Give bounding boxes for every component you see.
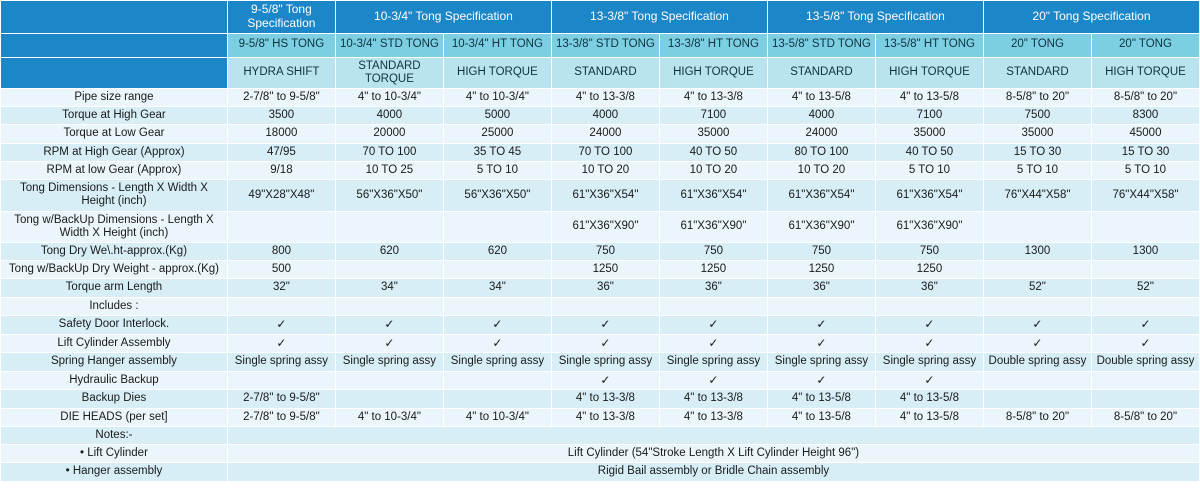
checkmark-icon: ✓ (227, 315, 335, 334)
cell: 4" to 10-3/4" (443, 408, 551, 426)
cell: Single spring assy (659, 353, 767, 371)
cell: 56"X36"X50" (443, 180, 551, 211)
notes-header-row (1, 426, 1200, 444)
cell: 8-5/8" to 20" (1091, 408, 1199, 426)
cell: Single spring assy (443, 353, 551, 371)
table-row (1, 211, 1200, 242)
cell: 40 TO 50 (875, 143, 983, 161)
cell: 2-7/8" to 9-5/8" (227, 390, 335, 408)
cell: 1300 (983, 243, 1091, 261)
row-label: Tong Dimensions - Length X Width X Height (inch) (1, 180, 228, 211)
cell: 36" (551, 279, 659, 297)
table-row (1, 143, 1200, 161)
cell: 20000 (335, 125, 443, 143)
cell: 750 (551, 243, 659, 261)
cell: 76"X44"X58" (1091, 180, 1199, 211)
cell: 750 (875, 243, 983, 261)
cell (227, 297, 335, 315)
cell: 4" to 13-3/8 (551, 89, 659, 107)
row-label: Torque at High Gear (1, 107, 228, 125)
row-label: RPM at High Gear (Approx) (1, 143, 228, 161)
cell: 1250 (551, 261, 659, 279)
cell (659, 297, 767, 315)
cell: 40 TO 50 (659, 143, 767, 161)
cell: 4" to 10-3/4" (443, 89, 551, 107)
cell (335, 390, 443, 408)
cell: 61"X36"X54" (875, 180, 983, 211)
header-group-13-3-8: 13-3/8" Tong Specification (551, 1, 767, 34)
cell: 36" (875, 279, 983, 297)
table-row (1, 390, 1200, 408)
row-label: DIE HEADS (per set] (1, 408, 228, 426)
cell (335, 297, 443, 315)
cell: 18000 (227, 125, 335, 143)
cell: 7100 (875, 107, 983, 125)
checkmark-icon: ✓ (983, 334, 1091, 353)
cell (1091, 261, 1199, 279)
cell: 5 TO 10 (875, 161, 983, 179)
cell: 36" (767, 279, 875, 297)
row-label: Tong Dry We\.ht-approx.(Kg) (1, 243, 228, 261)
cell: 7100 (659, 107, 767, 125)
row-label: Lift Cylinder Assembly (1, 334, 228, 353)
header-model-1: 9-5/8" HS TONG (227, 33, 335, 57)
cell: 15 TO 30 (1091, 143, 1199, 161)
header-group-20: 20" Tong Specification (983, 1, 1199, 34)
cell: 32" (227, 279, 335, 297)
header-torque-5: HIGH TORQUE (659, 57, 767, 88)
header-model-8: 20" TONG (983, 33, 1091, 57)
cell (767, 297, 875, 315)
checkmark-icon: ✓ (767, 334, 875, 353)
note-text: Rigid Bail assembly or Bridle Chain assembly (227, 463, 1199, 481)
cell: 49"X28"X48" (227, 180, 335, 211)
notes-header-label: Notes:- (1, 426, 228, 444)
cell (443, 371, 551, 390)
cell: Double spring assy (983, 353, 1091, 371)
checkmark-icon: ✓ (659, 334, 767, 353)
row-label: Torque at Low Gear (1, 125, 228, 143)
cell (1091, 211, 1199, 242)
cell: 47/95 (227, 143, 335, 161)
row-label: Includes : (1, 297, 228, 315)
cell: 35000 (983, 125, 1091, 143)
cell: 52" (1091, 279, 1199, 297)
cell: 61"X36"X54" (659, 180, 767, 211)
cell: 24000 (767, 125, 875, 143)
cell: 620 (335, 243, 443, 261)
cell: 4000 (335, 107, 443, 125)
cell (983, 261, 1091, 279)
table-row (1, 371, 1200, 390)
cell: 4" to 10-3/4" (335, 89, 443, 107)
cell: 4" to 13-5/8 (767, 408, 875, 426)
checkmark-icon: ✓ (659, 371, 767, 390)
checkmark-icon: ✓ (227, 334, 335, 353)
cell: 61"X36"X90" (659, 211, 767, 242)
row-label: Torque arm Length (1, 279, 228, 297)
note-text: Lift Cylinder (54"Stroke Length X Lift Cylinder Height 96") (227, 445, 1199, 463)
cell: 45000 (1091, 125, 1199, 143)
header-torque-4: STANDARD (551, 57, 659, 88)
row-label: Spring Hanger assembly (1, 353, 228, 371)
row-label: Pipe size range (1, 89, 228, 107)
cell: 76"X44"X58" (983, 180, 1091, 211)
cell: 61"X36"X90" (551, 211, 659, 242)
cell: 4000 (551, 107, 659, 125)
cell: 5000 (443, 107, 551, 125)
cell: 61"X36"X90" (767, 211, 875, 242)
checkmark-icon: ✓ (767, 371, 875, 390)
header-group-10-3-4: 10-3/4" Tong Specification (335, 1, 551, 34)
cell: 10 TO 20 (551, 161, 659, 179)
cell: 15 TO 30 (983, 143, 1091, 161)
cell (335, 211, 443, 242)
row-label: RPM at low Gear (Approx) (1, 161, 228, 179)
cell: 800 (227, 243, 335, 261)
header-torque-9: HIGH TORQUE (1091, 57, 1199, 88)
cell: 36" (659, 279, 767, 297)
checkmark-icon: ✓ (443, 334, 551, 353)
cell: Single spring assy (875, 353, 983, 371)
cell (983, 390, 1091, 408)
cell: 500 (227, 261, 335, 279)
cell: Single spring assy (227, 353, 335, 371)
cell: 4" to 13-3/8 (659, 89, 767, 107)
cell: 4000 (767, 107, 875, 125)
row-label: Hydraulic Backup (1, 371, 228, 390)
cell: Single spring assy (335, 353, 443, 371)
cell: 61"X36"X54" (551, 180, 659, 211)
notes-header-blank (227, 426, 1199, 444)
cell (335, 371, 443, 390)
cell: 4" to 13-3/8 (551, 390, 659, 408)
note-row (1, 463, 1200, 481)
cell: 25000 (443, 125, 551, 143)
cell: 61"X36"X54" (767, 180, 875, 211)
cell: 4" to 13-3/8 (659, 408, 767, 426)
cell: 4" to 13-3/8 (551, 408, 659, 426)
note-label: • Lift Cylinder (1, 445, 228, 463)
cell: 4" to 13-5/8 (875, 408, 983, 426)
cell (983, 371, 1091, 390)
checkmark-icon: ✓ (551, 315, 659, 334)
cell: 5 TO 10 (983, 161, 1091, 179)
cell (227, 371, 335, 390)
cell (875, 297, 983, 315)
table-row (1, 353, 1200, 371)
cell: 620 (443, 243, 551, 261)
cell: 10 TO 25 (335, 161, 443, 179)
row-label: Tong w/BackUp Dry Weight - approx.(Kg) (1, 261, 228, 279)
cell: 7500 (983, 107, 1091, 125)
cell: 2-7/8" to 9-5/8" (227, 408, 335, 426)
checkmark-icon: ✓ (875, 334, 983, 353)
cell: 24000 (551, 125, 659, 143)
cell (227, 211, 335, 242)
header-row-torque-types (1, 57, 1200, 88)
cell: 35000 (659, 125, 767, 143)
checkmark-icon: ✓ (1091, 334, 1199, 353)
header-model-3: 10-3/4" HT TONG (443, 33, 551, 57)
cell: 10 TO 20 (659, 161, 767, 179)
cell (983, 297, 1091, 315)
cell (443, 390, 551, 408)
cell: 1250 (659, 261, 767, 279)
checkmark-icon: ✓ (551, 334, 659, 353)
header-model-7: 13-5/8" HT TONG (875, 33, 983, 57)
cell: 80 TO 100 (767, 143, 875, 161)
cell (551, 297, 659, 315)
cell: 35000 (875, 125, 983, 143)
header-model-9: 20" TONG (1091, 33, 1199, 57)
cell (335, 261, 443, 279)
header-torque-3: HIGH TORQUE (443, 57, 551, 88)
checkmark-icon: ✓ (1091, 315, 1199, 334)
header-model-5: 13-3/8" HT TONG (659, 33, 767, 57)
row-label: Safety Door Interlock. (1, 315, 228, 334)
header-row-models (1, 33, 1200, 57)
header-torque-8: STANDARD (983, 57, 1091, 88)
table-row (1, 161, 1200, 179)
header-torque-blank (1, 57, 228, 88)
cell: 70 TO 100 (551, 143, 659, 161)
table-row (1, 243, 1200, 261)
cell (983, 211, 1091, 242)
cell: 3500 (227, 107, 335, 125)
cell: 34" (335, 279, 443, 297)
checkmark-icon: ✓ (335, 315, 443, 334)
cell: 34" (443, 279, 551, 297)
table-row (1, 180, 1200, 211)
header-model-blank (1, 33, 228, 57)
checkmark-icon: ✓ (983, 315, 1091, 334)
table-row (1, 107, 1200, 125)
cell: 4" to 13-5/8 (875, 390, 983, 408)
checkmark-icon: ✓ (659, 315, 767, 334)
cell: 750 (767, 243, 875, 261)
cell: 4" to 13-5/8 (767, 390, 875, 408)
header-torque-6: STANDARD (767, 57, 875, 88)
header-model-4: 13-3/8" STD TONG (551, 33, 659, 57)
table-row (1, 334, 1200, 353)
header-row-groups (1, 1, 1200, 34)
table-row-includes (1, 297, 1200, 315)
header-torque-7: HIGH TORQUE (875, 57, 983, 88)
cell (443, 261, 551, 279)
row-label: Tong w/BackUp Dimensions - Length X Width X Height (inch) (1, 211, 228, 242)
cell: 8300 (1091, 107, 1199, 125)
checkmark-icon: ✓ (335, 334, 443, 353)
cell (443, 211, 551, 242)
table-row (1, 89, 1200, 107)
row-label: Backup Dies (1, 390, 228, 408)
cell (443, 297, 551, 315)
cell: 750 (659, 243, 767, 261)
header-group-13-5-8: 13-5/8" Tong Specification (767, 1, 983, 34)
cell (1091, 371, 1199, 390)
checkmark-icon: ✓ (443, 315, 551, 334)
cell: 2-7/8" to 9-5/8" (227, 89, 335, 107)
cell: 4" to 13-5/8 (767, 89, 875, 107)
header-torque-1: HYDRA SHIFT (227, 57, 335, 88)
cell: 56"X36"X50" (335, 180, 443, 211)
cell: 9/18 (227, 161, 335, 179)
cell: 8-5/8" to 20" (983, 89, 1091, 107)
table-header (1, 1, 1200, 89)
cell: 70 TO 100 (335, 143, 443, 161)
cell: Double spring assy (1091, 353, 1199, 371)
table-row (1, 279, 1200, 297)
header-model-2: 10-3/4" STD TONG (335, 33, 443, 57)
header-torque-2: STANDARD TORQUE (335, 57, 443, 88)
table-body (1, 89, 1200, 482)
cell: 8-5/8" to 20" (983, 408, 1091, 426)
cell: 1250 (767, 261, 875, 279)
cell: 5 TO 10 (443, 161, 551, 179)
header-group-9-5-8: 9-5/8" Tong Specification (227, 1, 335, 34)
note-row (1, 445, 1200, 463)
checkmark-icon: ✓ (875, 371, 983, 390)
cell: 4" to 13-5/8 (875, 89, 983, 107)
table-row (1, 261, 1200, 279)
cell: 4" to 13-3/8 (659, 390, 767, 408)
cell: 61"X36"X90" (875, 211, 983, 242)
cell: Single spring assy (551, 353, 659, 371)
table-row (1, 408, 1200, 426)
cell: 10 TO 20 (767, 161, 875, 179)
cell (1091, 297, 1199, 315)
checkmark-icon: ✓ (767, 315, 875, 334)
cell: 1300 (1091, 243, 1199, 261)
header-model-6: 13-5/8" STD TONG (767, 33, 875, 57)
cell: 1250 (875, 261, 983, 279)
table-row (1, 315, 1200, 334)
checkmark-icon: ✓ (551, 371, 659, 390)
cell: 52" (983, 279, 1091, 297)
cell (1091, 390, 1199, 408)
cell: 8-5/8" to 20" (1091, 89, 1199, 107)
cell: 4" to 10-3/4" (335, 408, 443, 426)
header-group-blank (1, 1, 228, 34)
cell: Single spring assy (767, 353, 875, 371)
note-label: • Hanger assembly (1, 463, 228, 481)
checkmark-icon: ✓ (875, 315, 983, 334)
cell: 5 TO 10 (1091, 161, 1199, 179)
table-row (1, 125, 1200, 143)
cell: 35 TO 45 (443, 143, 551, 161)
